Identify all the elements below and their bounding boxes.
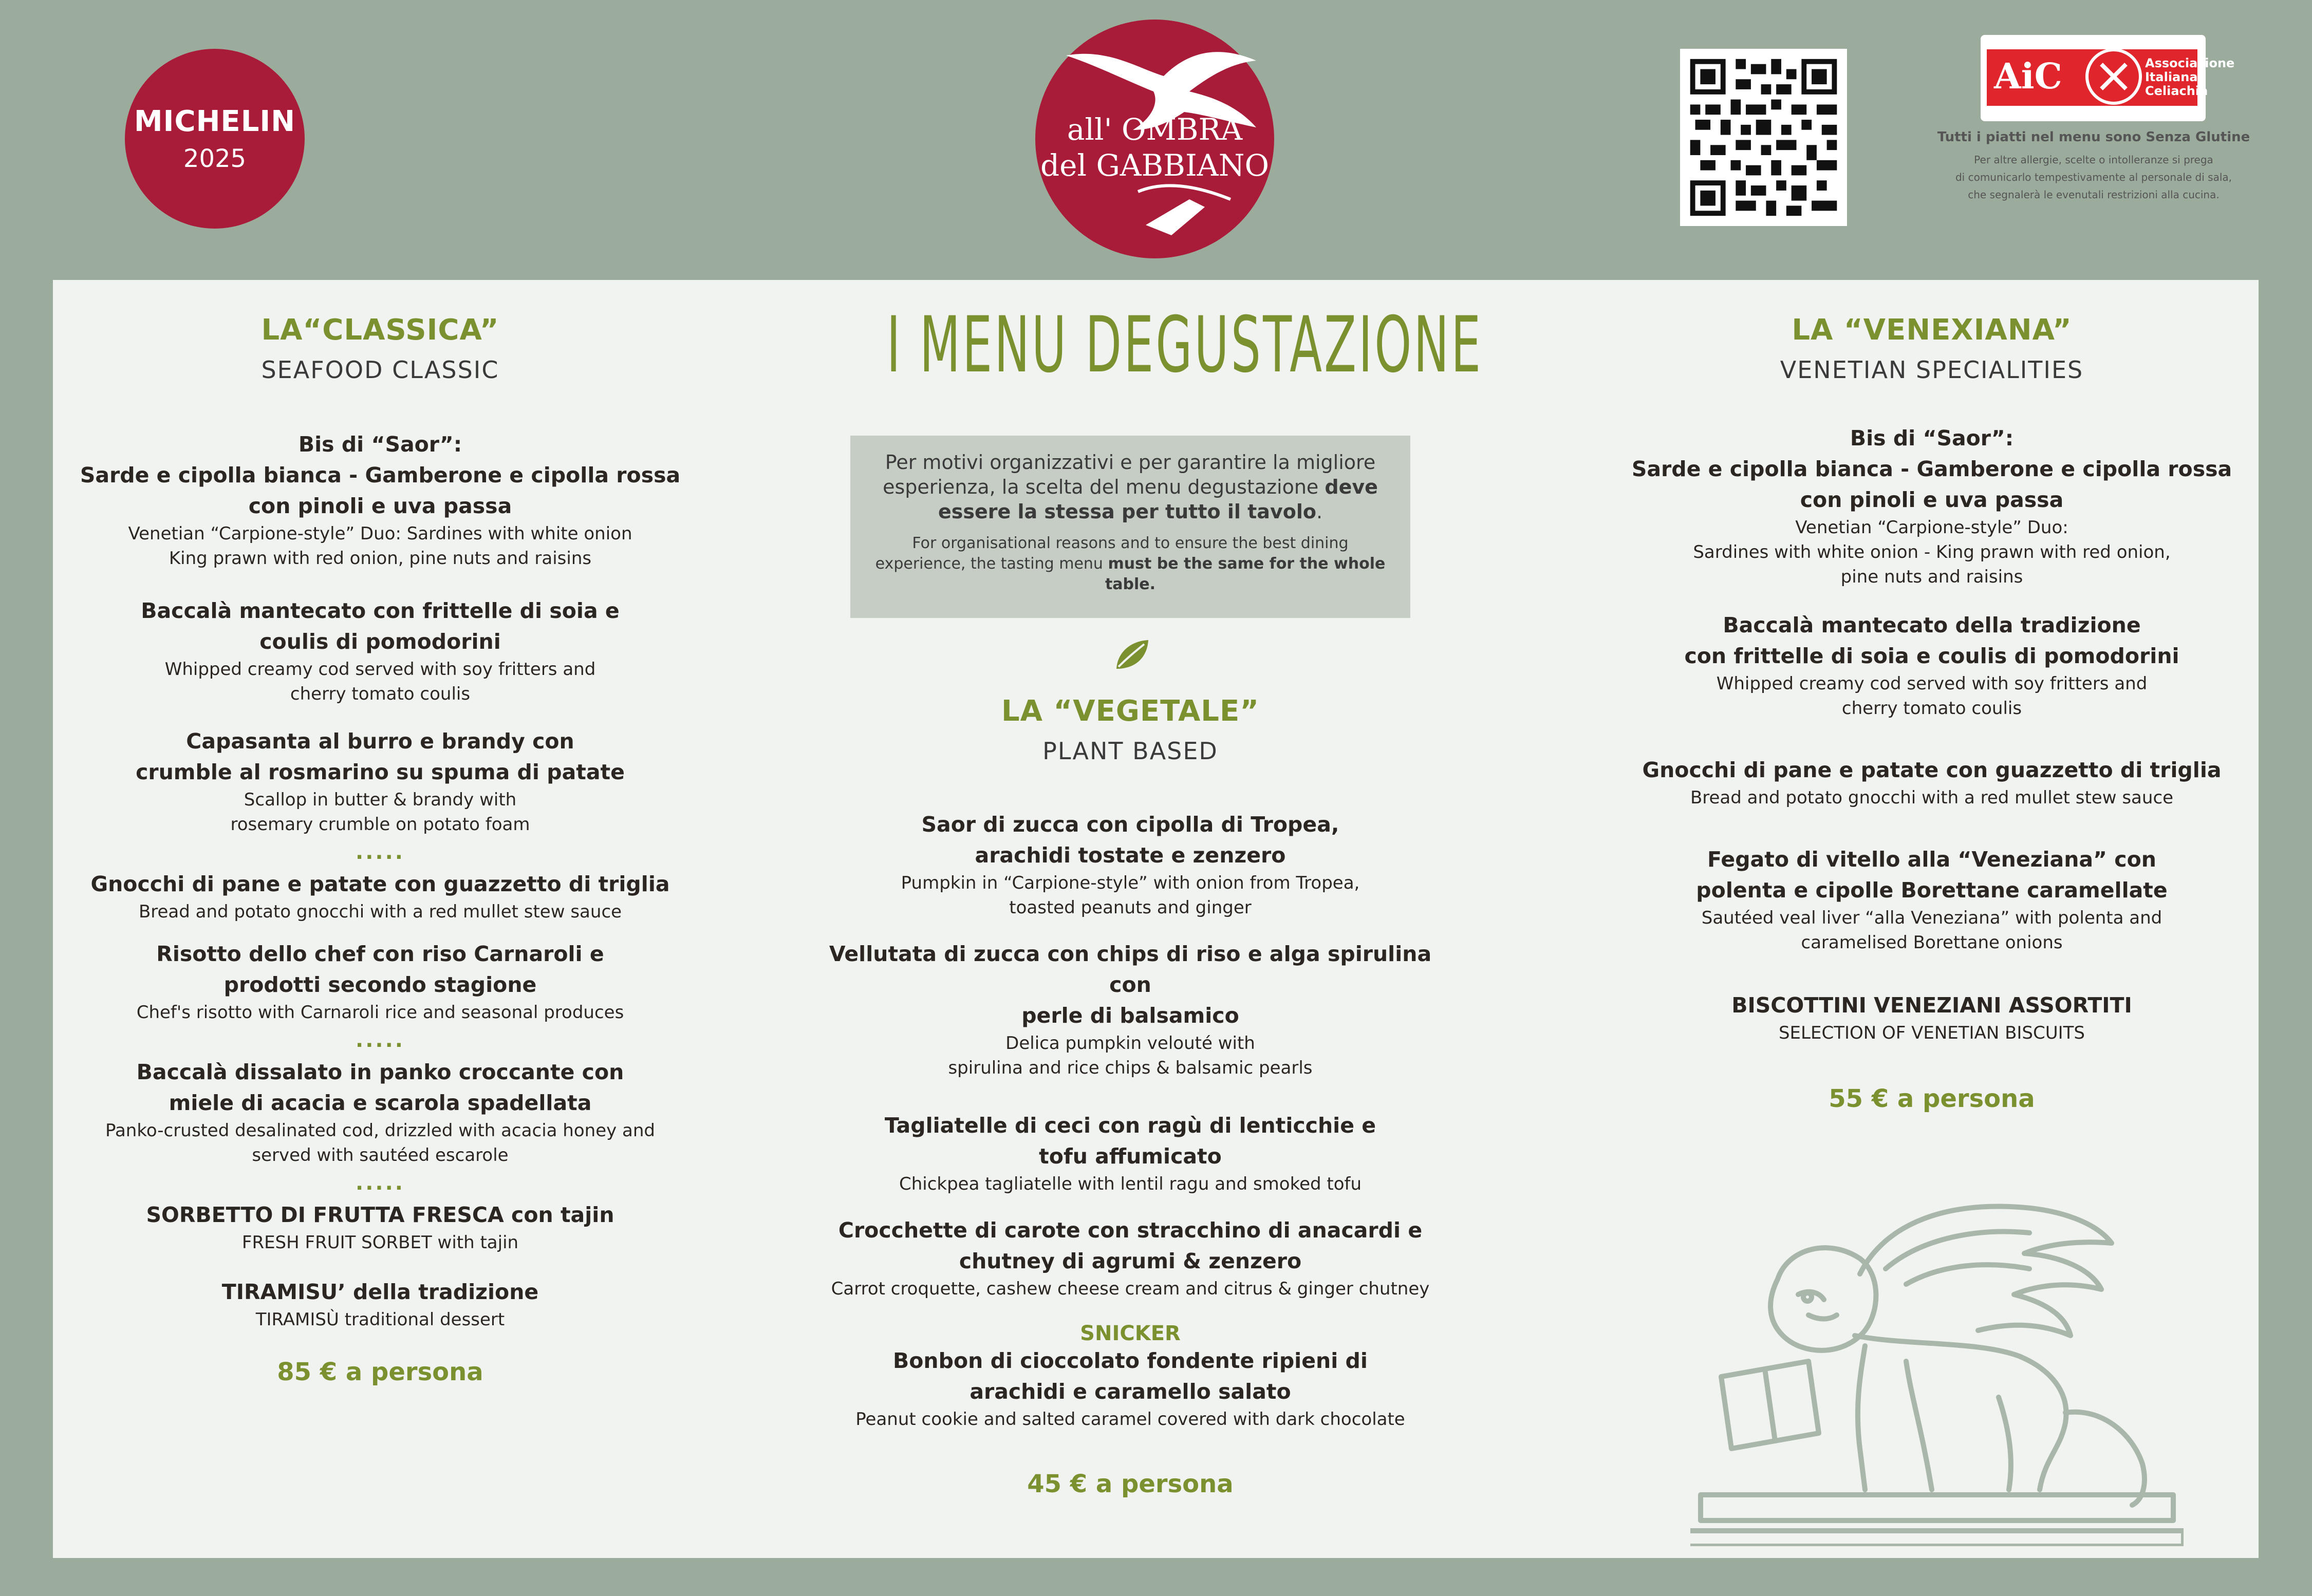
dish-description: rosemary crumble on potato foam <box>230 814 530 835</box>
dish-description: Venetian “Carpione-style” Duo: <box>1795 517 2068 538</box>
dish-description: Whipped creamy cod served with soy fritters and <box>164 659 596 680</box>
allergy-line-2: di comunicarlo tempestivamente al personale di sala, <box>1955 171 2232 183</box>
vegetale-dish-3 <box>822 1110 1439 1196</box>
dish-name: Sarde e cipolla bianca - Gamberone e cipolla rossa <box>80 463 681 487</box>
michelin-label: MICHELIN <box>134 104 296 138</box>
venexiana-title: LA “VENEXIANA” <box>1792 313 2072 347</box>
dish-name-rest: della tradizione <box>345 1280 539 1304</box>
classica-dish-7 <box>72 1199 688 1255</box>
classica-subtitle: SEAFOOD CLASSIC <box>261 356 499 384</box>
venexiana-subtitle: VENETIAN SPECIALITIES <box>1780 356 2084 384</box>
dish-description: Carrot croquette, cashew cheese cream and citrus & ginger chutney <box>831 1279 1430 1299</box>
dish-name: Bis di “Saor”: <box>1850 426 2014 450</box>
dish-name: polenta e cipolle Borettane caramellate <box>1696 878 2168 903</box>
gluten-free-icon <box>2083 46 2144 107</box>
snicker-label: SNICKER <box>1080 1322 1181 1345</box>
dish-description: Venetian “Carpione-style” Duo: Sardines with white onion <box>128 523 632 544</box>
dish-description: TIRAMISÙ traditional dessert <box>255 1309 505 1330</box>
dish-description: spirulina and rice chips & balsamic pearls <box>948 1058 1313 1078</box>
dish-description: Peanut cookie and salted caramel covered with dark chocolate <box>855 1409 1405 1430</box>
dish-name: arachidi e caramello salato <box>969 1379 1291 1404</box>
dish-name: Baccalà mantecato con frittelle di soia e <box>141 598 620 623</box>
dish-description: Chef's risotto with Carnaroli rice and seasonal produces <box>136 1002 624 1023</box>
allergy-line-3: che segnalerà le evenutali restrizioni alla cucina. <box>1968 189 2220 201</box>
notice-it-bold: deve essere la stessa per tutto il tavolo <box>938 476 1378 523</box>
dish-description: Panko-crusted desalinated cod, drizzled with acacia honey and <box>105 1120 656 1141</box>
dish-name: prodotti secondo stagione <box>223 972 537 997</box>
aic-name-2: Italiana <box>2145 70 2198 84</box>
vegetale-dish-5 <box>822 1345 1439 1432</box>
dish-name: Bis di “Saor”: <box>298 432 462 457</box>
dish-description: served with sautéed escarole <box>252 1145 509 1166</box>
dish-name: con pinoli e uva passa <box>248 494 512 518</box>
dish-description: caramelised Borettane onions <box>1801 932 2063 953</box>
dish-description: pine nuts and raisins <box>1840 567 2023 587</box>
dish-name-bold: SORBETTO DI FRUTTA FRESCA <box>146 1203 504 1227</box>
menu-classica <box>72 313 688 1386</box>
vegetale-subtitle: PLANT BASED <box>1042 737 1218 765</box>
dish-name: Risotto dello chef con riso Carnaroli e <box>156 942 604 966</box>
gluten-free-title: Tutti i piatti nel menu sono Senza Glutine <box>1937 129 2250 145</box>
dish-name: crumble al rosmarino su spuma di patate <box>136 760 625 784</box>
notice-italian <box>850 436 1410 524</box>
dish-name: tofu affumicato <box>1039 1144 1222 1169</box>
dish-name: arachidi tostate e zenzero <box>975 843 1286 868</box>
classica-dish-8 <box>72 1276 688 1332</box>
dish-name: Bonbon di cioccolato fondente ripieni di <box>893 1348 1368 1373</box>
dish-name: BISCOTTINI VENEZIANI ASSORTITI <box>1731 993 2132 1018</box>
dish-description: Chickpea tagliatelle with lentil ragu and smoked tofu <box>899 1174 1362 1194</box>
dish-description: SELECTION OF VENETIAN BISCUITS <box>1778 1023 2085 1043</box>
aic-logo <box>1981 35 2235 121</box>
dish-name: chutney di agrumi & zenzero <box>959 1249 1302 1273</box>
dish-name: Gnocchi di pane e patate con guazzetto di triglia <box>1642 758 2222 782</box>
logo-line-1: all' OMBRA <box>1067 112 1243 147</box>
notice-en-bold: must be the same for the whole table. <box>1105 555 1386 593</box>
venexiana-dish-2 <box>1624 610 2240 721</box>
separator-dots: ..... <box>356 1171 405 1195</box>
allergy-line-1: Per altre allergie, scelte o intolleranze si prega <box>1974 154 2213 166</box>
aic-name-3: Celiachia <box>2145 84 2208 98</box>
restaurant-logo <box>1035 20 1274 258</box>
venexiana-dish-5 <box>1624 990 2240 1045</box>
dish-name: perle di balsamico <box>1021 1003 1239 1028</box>
dish-description: Scallop in butter & brandy with <box>244 790 517 810</box>
qr-code-icon <box>1680 49 1847 226</box>
dish-name: Capasanta al burro e brandy con <box>186 729 574 754</box>
aic-brand: AiC <box>1994 56 2062 97</box>
dish-description: Sardines with white onion - King prawn with red onion, <box>1693 542 2171 562</box>
dish-description: cherry tomato coulis <box>1841 698 2022 719</box>
winged-lion-icon <box>1690 1192 2184 1546</box>
separator-dots: ..... <box>356 840 405 864</box>
notice-it-text: Per motivi organizzativi e per garantire la migliore esperienza, la scelta del menu degustazione <box>883 451 1376 498</box>
classica-dish-5 <box>72 938 688 1025</box>
dish-name: con pinoli e uva passa <box>1800 487 2064 512</box>
dish-name: Tagliatelle di ceci con ragù di lenticchie e <box>884 1113 1376 1138</box>
vegetale-price: 45 € a persona <box>1027 1470 1234 1498</box>
notice-box <box>850 436 1410 618</box>
dish-name: coulis di pomodorini <box>259 629 501 654</box>
page-title: I MENU DEGUSTAZIONE <box>886 301 1483 390</box>
dish-name <box>72 1199 688 1230</box>
dish-name: Baccalà mantecato della tradizione <box>1723 613 2141 637</box>
classica-dish-2 <box>72 595 688 706</box>
vegetale-dish-1 <box>822 809 1439 920</box>
dish-name: Sarde e cipolla bianca - Gamberone e cipolla rossa <box>1631 457 2232 481</box>
dish-description: Sautéed veal liver “alla Veneziana” with polenta and <box>1701 908 2162 928</box>
michelin-badge <box>125 49 305 229</box>
dish-name: Baccalà dissalato in panko croccante con <box>136 1060 624 1084</box>
dish-name <box>72 1276 688 1307</box>
dish-description: Bread and potato gnocchi with a red mullet stew sauce <box>1690 787 2174 808</box>
dish-name: Gnocchi di pane e patate con guazzetto di triglia <box>90 872 670 896</box>
vegetale-dish-4 <box>822 1215 1439 1301</box>
notice-en-text: For organisational reasons and to ensure the best dining experience, the tasting menu <box>875 534 1349 573</box>
dish-description: toasted peanuts and ginger <box>1009 897 1252 918</box>
dish-description: King prawn with red onion, pine nuts and raisins <box>169 548 592 569</box>
dish-name-rest: con tajin <box>504 1203 614 1227</box>
menu-venexiana <box>1624 313 2240 1113</box>
dish-name: miele di acacia e scarola spadellata <box>169 1091 592 1115</box>
dish-description: FRESH FRUIT SORBET with tajin <box>241 1232 519 1253</box>
leaf-icon <box>1112 637 1150 673</box>
qr-code[interactable] <box>1680 49 1847 226</box>
classica-dish-1 <box>72 429 688 571</box>
vegetale-title: LA “VEGETALE” <box>1001 694 1260 728</box>
classica-dish-3 <box>72 726 688 837</box>
dish-description: Bread and potato gnocchi with a red mullet stew sauce <box>138 902 622 922</box>
dish-description: Delica pumpkin velouté with <box>1005 1033 1255 1054</box>
dish-name: Saor di zucca con cipolla di Tropea, <box>921 812 1339 837</box>
separator-dots: ..... <box>356 1028 405 1052</box>
classica-title: LA“CLASSICA” <box>261 313 499 347</box>
dish-name: Vellutata di zucca con chips di riso e alga spirulina con <box>829 942 1432 997</box>
aic-name-1: Associazione <box>2145 56 2235 70</box>
logo-line-2: del GABBIANO <box>1040 148 1269 183</box>
dish-name: con frittelle di soia e coulis di pomodorini <box>1684 644 2179 668</box>
menu-vegetale <box>822 694 1439 1498</box>
notice-it-end: . <box>1316 500 1323 523</box>
dish-description: Whipped creamy cod served with soy fritters and <box>1716 673 2148 694</box>
venexiana-dish-4 <box>1624 844 2240 955</box>
dish-description: Pumpkin in “Carpione-style” with onion from Tropea, <box>901 873 1360 893</box>
vegetale-dish-2 <box>822 938 1439 1080</box>
classica-price: 85 € a persona <box>277 1358 483 1386</box>
michelin-year: 2025 <box>183 144 247 173</box>
dish-description: cherry tomato coulis <box>290 684 471 704</box>
allergy-note <box>1932 151 2255 203</box>
notice-english <box>850 524 1410 595</box>
venexiana-price: 55 € a persona <box>1829 1084 2035 1113</box>
dish-name: Crocchette di carote con stracchino di anacardi e <box>838 1218 1423 1243</box>
classica-dish-4 <box>72 869 688 924</box>
venexiana-dish-1 <box>1624 423 2240 589</box>
dish-name: Fegato di vitello alla “Veneziana” con <box>1707 847 2156 872</box>
dish-name-bold: TIRAMISU’ <box>221 1280 346 1304</box>
classica-dish-6 <box>72 1057 688 1168</box>
venexiana-dish-3 <box>1624 755 2240 810</box>
